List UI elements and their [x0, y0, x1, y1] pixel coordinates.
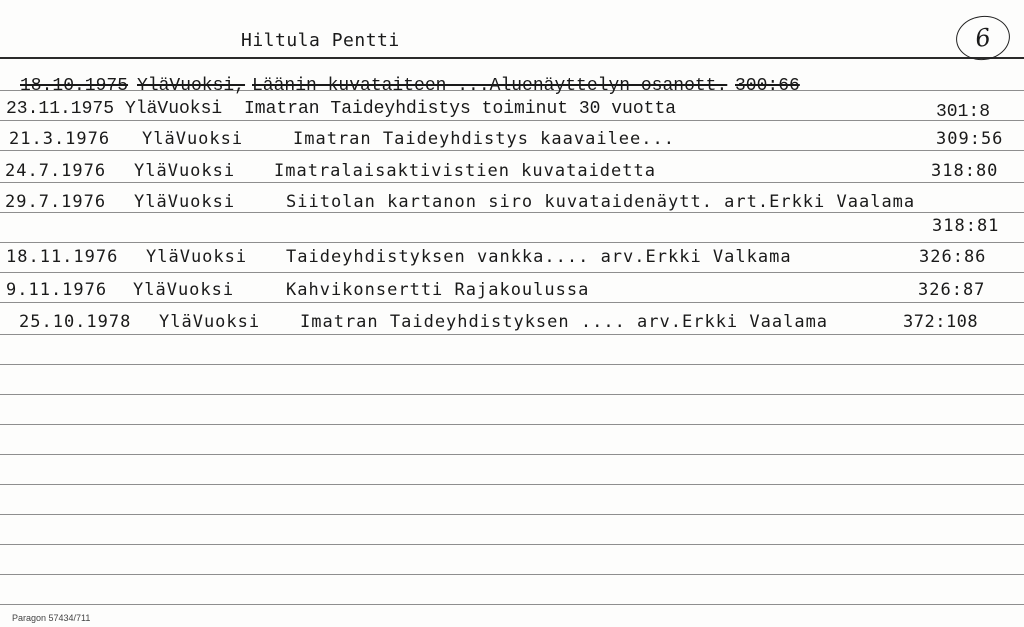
ruled-line: [0, 272, 1024, 273]
ruled-line: [0, 454, 1024, 455]
header-rule: [0, 57, 1024, 59]
ruled-line: [0, 544, 1024, 545]
card-footer-print: Paragon 57434/711: [12, 613, 91, 623]
entry-date: 18.10.1975: [20, 76, 129, 96]
entry-date: 21.3.1976: [9, 129, 111, 149]
ruled-line: [0, 242, 1024, 243]
ruled-line: [0, 212, 1024, 213]
entry-ref: 300:66: [735, 76, 800, 96]
entry-ref: 301:8: [936, 102, 991, 122]
entry-paper: YläVuoksi: [159, 312, 261, 332]
ruled-line: [0, 574, 1024, 575]
entry-ref: 318:80: [931, 161, 999, 181]
entry-title: Taideyhdistyksen vankka.... arv.Erkki Valkama: [286, 247, 792, 267]
ruled-line: [0, 302, 1024, 303]
entry-title: Siitolan kartanon siro kuvataidenäytt. art.Erkki Vaalama: [286, 192, 916, 212]
entry-ref: 372:108: [903, 312, 979, 332]
entry-ref: 326:86: [919, 247, 987, 267]
ruled-line: [0, 394, 1024, 395]
entry-title: Imatralaisaktivistien kuvataidetta: [274, 161, 656, 181]
entry-title: Läänin kuvataiteen ...Aluenäyttelyn osanott.: [252, 76, 728, 96]
ruled-line: [0, 604, 1024, 605]
entry-date: 29.7.1976: [5, 192, 107, 212]
entry-paper: YläVuoksi: [125, 99, 223, 119]
ruled-line: [0, 514, 1024, 515]
entry-title: Imatran Taideyhdistyksen .... arv.Erkki Vaalama: [300, 312, 829, 332]
entry-ref: 318:81: [932, 216, 1000, 236]
entry-paper: YläVuoksi: [142, 129, 244, 149]
entry-date: 25.10.1978: [19, 312, 132, 332]
entry-date: 18.11.1976: [6, 247, 119, 267]
ruled-line: [0, 150, 1024, 151]
entry-paper: YläVuoksi: [146, 247, 248, 267]
entry-ref: 326:87: [918, 280, 986, 300]
entry-date: 9.11.1976: [6, 280, 108, 300]
ruled-line: [0, 424, 1024, 425]
person-name: Hiltula Pentti: [241, 30, 400, 51]
ruled-line: [0, 484, 1024, 485]
entry-date: 24.7.1976: [5, 161, 107, 181]
entry-paper: YläVuoksi,: [137, 76, 246, 96]
card-number-circle: 6: [953, 12, 1013, 63]
entry-ref: 309:56: [936, 129, 1004, 149]
entry-paper: YläVuoksi: [134, 192, 236, 212]
entry-paper: YläVuoksi: [134, 161, 236, 181]
entry-title: Imatran Taideyhdistys toiminut 30 vuotta: [244, 99, 677, 119]
entry-date: 23.11.1975: [6, 99, 115, 119]
ruled-line: [0, 120, 1024, 121]
entry-title: Imatran Taideyhdistys kaavailee...: [293, 129, 675, 149]
ruled-line: [0, 182, 1024, 183]
entry-paper: YläVuoksi: [133, 280, 235, 300]
ruled-line: [0, 334, 1024, 335]
ruled-line: [0, 364, 1024, 365]
entry-title: Kahvikonsertti Rajakoulussa: [286, 280, 590, 300]
